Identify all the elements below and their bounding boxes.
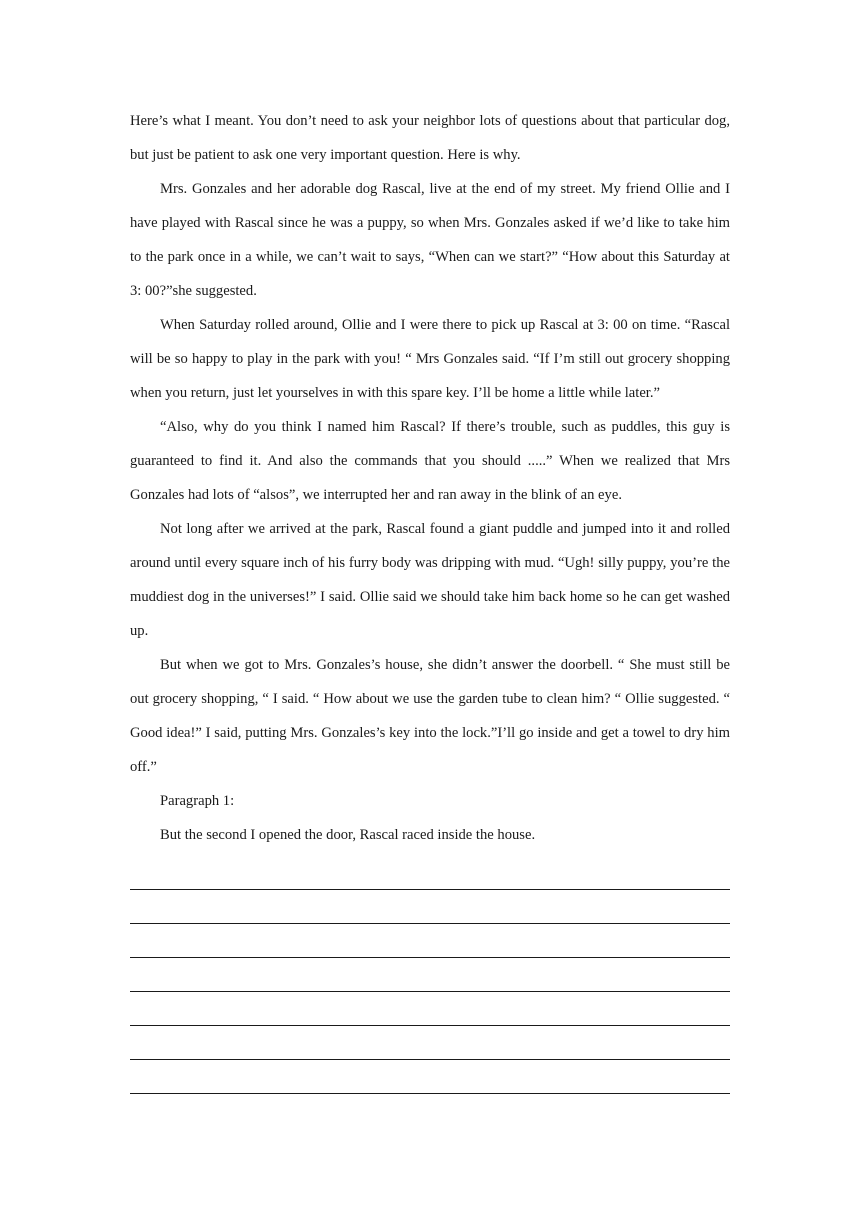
document-page	[130, 104, 730, 1094]
writing-prompt-opening: But the second I opened the door, Rascal raced inside the house.	[160, 827, 536, 843]
story-paragraph-intro: Here’s what I meant. You don’t need to ask your neighbor lots of questions about that particular dog, but just be patient to ask one very important question. Here is why.	[130, 113, 730, 163]
story-paragraph-4: “Also, why do you think I named him Rascal? If there’s trouble, such as puddles, this guy is guaranteed to find it. And also the commands that you should .....” When we realized that Mrs Gonzales had lots of “alsos”, we interrupted her and ran away in the blink of an eye.	[130, 419, 730, 503]
answer-line	[130, 1060, 730, 1094]
story-paragraph-2: Mrs. Gonzales and her adorable dog Rascal, live at the end of my street. My friend Ollie and I have played with Rascal since he was a puppy, so when Mrs. Gonzales asked if we’d like to take him to the park once in a while, we can’t wait to says, “When can we start?” “How about this Saturday at 3: 00?”she suggested.	[130, 181, 730, 299]
story-paragraph-6: But when we got to Mrs. Gonzales’s house, she didn’t answer the doorbell. “ She must still be out grocery shopping, “ I said. “ How about we use the garden tube to clean him? “ Ollie suggested. “ Good idea!” I said, putting Mrs. Gonzales’s key into the lock.”I’ll go inside and get a towel to dry him off.”	[130, 657, 730, 775]
answer-line	[130, 924, 730, 958]
writing-prompt-label: Paragraph 1:	[160, 793, 235, 809]
answer-line	[130, 890, 730, 924]
answer-line	[130, 856, 730, 890]
answer-line	[130, 1026, 730, 1060]
story-paragraph-5: Not long after we arrived at the park, Rascal found a giant puddle and jumped into it and rolled around until every square inch of his furry body was dripping with mud. “Ugh! silly puppy, you’re the muddiest dog in the universes!” I said. Ollie said we should take him back home so he can get washed up.	[130, 521, 730, 639]
answer-line	[130, 958, 730, 992]
story-paragraph-3: When Saturday rolled around, Ollie and I were there to pick up Rascal at 3: 00 on time. “Rascal will be so happy to play in the park with you! “ Mrs Gonzales said. “If I’m still out grocery shopping when you return, just let yourselves in with this spare key. I’ll be home a little while later.”	[130, 317, 730, 401]
answer-lines	[130, 856, 730, 1094]
answer-line	[130, 992, 730, 1026]
